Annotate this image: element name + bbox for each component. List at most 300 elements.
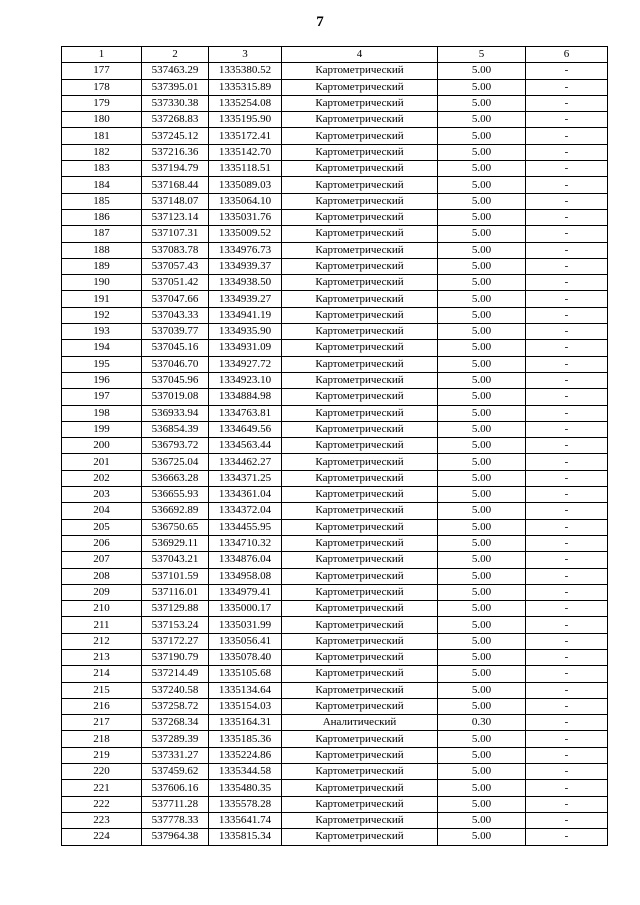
point-number-cell: 222 — [62, 796, 142, 812]
table-row — [62, 682, 608, 698]
accuracy-cell: 5.00 — [438, 112, 526, 128]
y-coordinate-cell: 1335000.17 — [209, 601, 282, 617]
point-number-cell: 195 — [62, 356, 142, 372]
table-row — [62, 780, 608, 796]
point-number-cell: 207 — [62, 552, 142, 568]
x-coordinate-cell: 537168.44 — [142, 177, 209, 193]
header-cell-1: 1 — [62, 47, 142, 63]
x-coordinate-cell: 537172.27 — [142, 633, 209, 649]
table-row — [62, 79, 608, 95]
description-cell: - — [526, 649, 608, 665]
description-cell: - — [526, 95, 608, 111]
method-cell: Картометрический — [282, 584, 438, 600]
point-number-cell: 191 — [62, 291, 142, 307]
table-row — [62, 356, 608, 372]
y-coordinate-cell: 1335815.34 — [209, 829, 282, 845]
method-cell: Картометрический — [282, 63, 438, 79]
y-coordinate-cell: 1335480.35 — [209, 780, 282, 796]
method-cell: Картометрический — [282, 698, 438, 714]
accuracy-cell: 5.00 — [438, 747, 526, 763]
method-cell: Картометрический — [282, 470, 438, 486]
point-number-cell: 196 — [62, 372, 142, 388]
description-cell: - — [526, 291, 608, 307]
y-coordinate-cell: 1335134.64 — [209, 682, 282, 698]
method-cell: Картометрический — [282, 405, 438, 421]
y-coordinate-cell: 1334884.98 — [209, 389, 282, 405]
x-coordinate-cell: 537046.70 — [142, 356, 209, 372]
header-cell-2: 2 — [142, 47, 209, 63]
method-cell: Картометрический — [282, 128, 438, 144]
description-cell: - — [526, 519, 608, 535]
table-row — [62, 112, 608, 128]
y-coordinate-cell: 1334938.50 — [209, 275, 282, 291]
point-number-cell: 181 — [62, 128, 142, 144]
y-coordinate-cell: 1334710.32 — [209, 535, 282, 551]
y-coordinate-cell: 1335009.52 — [209, 226, 282, 242]
description-cell: - — [526, 112, 608, 128]
description-cell: - — [526, 307, 608, 323]
method-cell: Аналитический — [282, 715, 438, 731]
method-cell: Картометрический — [282, 275, 438, 291]
y-coordinate-cell: 1335105.68 — [209, 666, 282, 682]
y-coordinate-cell: 1334935.90 — [209, 324, 282, 340]
description-cell: - — [526, 438, 608, 454]
x-coordinate-cell: 537258.72 — [142, 698, 209, 714]
accuracy-cell: 5.00 — [438, 275, 526, 291]
accuracy-cell: 5.00 — [438, 193, 526, 209]
table-row — [62, 324, 608, 340]
x-coordinate-cell: 537463.29 — [142, 63, 209, 79]
x-coordinate-cell: 537268.83 — [142, 112, 209, 128]
description-cell: - — [526, 715, 608, 731]
x-coordinate-cell: 536854.39 — [142, 421, 209, 437]
method-cell: Картометрический — [282, 209, 438, 225]
table-row — [62, 340, 608, 356]
method-cell: Картометрический — [282, 307, 438, 323]
point-number-cell: 213 — [62, 649, 142, 665]
header-cell-4: 4 — [282, 47, 438, 63]
y-coordinate-cell: 1334371.25 — [209, 470, 282, 486]
table-row — [62, 829, 608, 845]
accuracy-cell: 5.00 — [438, 649, 526, 665]
method-cell: Картометрический — [282, 731, 438, 747]
y-coordinate-cell: 1335031.76 — [209, 209, 282, 225]
x-coordinate-cell: 536750.65 — [142, 519, 209, 535]
y-coordinate-cell: 1334976.73 — [209, 242, 282, 258]
table-row — [62, 487, 608, 503]
method-cell: Картометрический — [282, 601, 438, 617]
accuracy-cell: 5.00 — [438, 552, 526, 568]
y-coordinate-cell: 1334455.95 — [209, 519, 282, 535]
y-coordinate-cell: 1334462.27 — [209, 454, 282, 470]
x-coordinate-cell: 537045.16 — [142, 340, 209, 356]
table-row — [62, 421, 608, 437]
y-coordinate-cell: 1334939.37 — [209, 258, 282, 274]
table-row — [62, 389, 608, 405]
table-row — [62, 242, 608, 258]
table-row — [62, 796, 608, 812]
y-coordinate-cell: 1334876.04 — [209, 552, 282, 568]
description-cell: - — [526, 698, 608, 714]
table-row — [62, 438, 608, 454]
table-row — [62, 584, 608, 600]
point-number-cell: 185 — [62, 193, 142, 209]
x-coordinate-cell: 536692.89 — [142, 503, 209, 519]
description-cell: - — [526, 454, 608, 470]
y-coordinate-cell: 1335315.89 — [209, 79, 282, 95]
description-cell: - — [526, 177, 608, 193]
point-number-cell: 210 — [62, 601, 142, 617]
table-row — [62, 503, 608, 519]
method-cell: Картометрический — [282, 177, 438, 193]
method-cell: Картометрический — [282, 682, 438, 698]
point-number-cell: 178 — [62, 79, 142, 95]
point-number-cell: 214 — [62, 666, 142, 682]
x-coordinate-cell: 537043.33 — [142, 307, 209, 323]
point-number-cell: 179 — [62, 95, 142, 111]
y-coordinate-cell: 1335185.36 — [209, 731, 282, 747]
description-cell: - — [526, 584, 608, 600]
y-coordinate-cell: 1334931.09 — [209, 340, 282, 356]
table-row — [62, 209, 608, 225]
header-cell-6: 6 — [526, 47, 608, 63]
description-cell: - — [526, 503, 608, 519]
x-coordinate-cell: 537245.12 — [142, 128, 209, 144]
description-cell: - — [526, 209, 608, 225]
x-coordinate-cell: 537148.07 — [142, 193, 209, 209]
y-coordinate-cell: 1335195.90 — [209, 112, 282, 128]
method-cell: Картометрический — [282, 519, 438, 535]
method-cell: Картометрический — [282, 503, 438, 519]
method-cell: Картометрический — [282, 780, 438, 796]
description-cell: - — [526, 258, 608, 274]
accuracy-cell: 5.00 — [438, 633, 526, 649]
accuracy-cell: 5.00 — [438, 291, 526, 307]
accuracy-cell: 5.00 — [438, 389, 526, 405]
y-coordinate-cell: 1335578.28 — [209, 796, 282, 812]
point-number-cell: 184 — [62, 177, 142, 193]
point-number-cell: 211 — [62, 617, 142, 633]
accuracy-cell: 5.00 — [438, 682, 526, 698]
point-number-cell: 224 — [62, 829, 142, 845]
method-cell: Картометрический — [282, 649, 438, 665]
table-row — [62, 258, 608, 274]
x-coordinate-cell: 537214.49 — [142, 666, 209, 682]
point-number-cell: 215 — [62, 682, 142, 698]
accuracy-cell: 5.00 — [438, 161, 526, 177]
point-number-cell: 216 — [62, 698, 142, 714]
accuracy-cell: 5.00 — [438, 405, 526, 421]
y-coordinate-cell: 1335254.08 — [209, 95, 282, 111]
description-cell: - — [526, 568, 608, 584]
y-coordinate-cell: 1335056.41 — [209, 633, 282, 649]
method-cell: Картометрический — [282, 438, 438, 454]
accuracy-cell: 5.00 — [438, 812, 526, 828]
accuracy-cell: 5.00 — [438, 438, 526, 454]
accuracy-cell: 5.00 — [438, 601, 526, 617]
point-number-cell: 180 — [62, 112, 142, 128]
x-coordinate-cell: 537289.39 — [142, 731, 209, 747]
header-cell-3: 3 — [209, 47, 282, 63]
description-cell: - — [526, 487, 608, 503]
method-cell: Картометрический — [282, 747, 438, 763]
y-coordinate-cell: 1334958.08 — [209, 568, 282, 584]
accuracy-cell: 5.00 — [438, 95, 526, 111]
x-coordinate-cell: 537045.96 — [142, 372, 209, 388]
table-row — [62, 372, 608, 388]
accuracy-cell: 5.00 — [438, 487, 526, 503]
description-cell: - — [526, 666, 608, 682]
x-coordinate-cell: 537216.36 — [142, 144, 209, 160]
table-row — [62, 698, 608, 714]
y-coordinate-cell: 1335064.10 — [209, 193, 282, 209]
x-coordinate-cell: 537039.77 — [142, 324, 209, 340]
y-coordinate-cell: 1334763.81 — [209, 405, 282, 421]
table-row — [62, 226, 608, 242]
y-coordinate-cell: 1335089.03 — [209, 177, 282, 193]
description-cell: - — [526, 601, 608, 617]
method-cell: Картометрический — [282, 95, 438, 111]
table-row — [62, 552, 608, 568]
table-row — [62, 307, 608, 323]
x-coordinate-cell: 537395.01 — [142, 79, 209, 95]
y-coordinate-cell: 1335142.70 — [209, 144, 282, 160]
table-row — [62, 715, 608, 731]
y-coordinate-cell: 1334923.10 — [209, 372, 282, 388]
description-cell: - — [526, 340, 608, 356]
point-number-cell: 192 — [62, 307, 142, 323]
x-coordinate-cell: 537043.21 — [142, 552, 209, 568]
description-cell: - — [526, 63, 608, 79]
table-row — [62, 95, 608, 111]
x-coordinate-cell: 537268.34 — [142, 715, 209, 731]
method-cell: Картометрический — [282, 372, 438, 388]
y-coordinate-cell: 1334649.56 — [209, 421, 282, 437]
x-coordinate-cell: 537459.62 — [142, 764, 209, 780]
table-row — [62, 454, 608, 470]
point-number-cell: 183 — [62, 161, 142, 177]
point-number-cell: 201 — [62, 454, 142, 470]
table-row — [62, 633, 608, 649]
method-cell: Картометрический — [282, 535, 438, 551]
y-coordinate-cell: 1335380.52 — [209, 63, 282, 79]
table-row — [62, 519, 608, 535]
description-cell: - — [526, 747, 608, 763]
x-coordinate-cell: 537606.16 — [142, 780, 209, 796]
point-number-cell: 189 — [62, 258, 142, 274]
description-cell: - — [526, 617, 608, 633]
accuracy-cell: 0.30 — [438, 715, 526, 731]
accuracy-cell: 5.00 — [438, 242, 526, 258]
x-coordinate-cell: 537107.31 — [142, 226, 209, 242]
accuracy-cell: 5.00 — [438, 226, 526, 242]
accuracy-cell: 5.00 — [438, 144, 526, 160]
point-number-cell: 200 — [62, 438, 142, 454]
description-cell: - — [526, 633, 608, 649]
method-cell: Картометрический — [282, 242, 438, 258]
method-cell: Картометрический — [282, 764, 438, 780]
y-coordinate-cell: 1334939.27 — [209, 291, 282, 307]
method-cell: Картометрический — [282, 324, 438, 340]
point-number-cell: 199 — [62, 421, 142, 437]
table-row — [62, 128, 608, 144]
point-number-cell: 208 — [62, 568, 142, 584]
y-coordinate-cell: 1335031.99 — [209, 617, 282, 633]
table-body — [62, 63, 608, 845]
method-cell: Картометрический — [282, 144, 438, 160]
description-cell: - — [526, 128, 608, 144]
x-coordinate-cell: 536725.04 — [142, 454, 209, 470]
y-coordinate-cell: 1335641.74 — [209, 812, 282, 828]
point-number-cell: 206 — [62, 535, 142, 551]
table-row — [62, 731, 608, 747]
point-number-cell: 188 — [62, 242, 142, 258]
point-number-cell: 209 — [62, 584, 142, 600]
point-number-cell: 221 — [62, 780, 142, 796]
description-cell: - — [526, 226, 608, 242]
point-number-cell: 205 — [62, 519, 142, 535]
description-cell: - — [526, 682, 608, 698]
accuracy-cell: 5.00 — [438, 568, 526, 584]
method-cell: Картометрический — [282, 552, 438, 568]
table-row — [62, 405, 608, 421]
method-cell: Картометрический — [282, 161, 438, 177]
point-number-cell: 219 — [62, 747, 142, 763]
point-number-cell: 220 — [62, 764, 142, 780]
x-coordinate-cell: 536655.93 — [142, 487, 209, 503]
point-number-cell: 190 — [62, 275, 142, 291]
description-cell: - — [526, 79, 608, 95]
x-coordinate-cell: 537153.24 — [142, 617, 209, 633]
description-cell: - — [526, 161, 608, 177]
table-row — [62, 193, 608, 209]
y-coordinate-cell: 1335078.40 — [209, 649, 282, 665]
table-row — [62, 649, 608, 665]
y-coordinate-cell: 1335154.03 — [209, 698, 282, 714]
accuracy-cell: 5.00 — [438, 307, 526, 323]
coordinates-table — [61, 46, 608, 846]
table-header-row — [62, 47, 608, 63]
method-cell: Картометрический — [282, 829, 438, 845]
x-coordinate-cell: 536793.72 — [142, 438, 209, 454]
description-cell: - — [526, 470, 608, 486]
accuracy-cell: 5.00 — [438, 617, 526, 633]
table-row — [62, 666, 608, 682]
description-cell: - — [526, 356, 608, 372]
table-row — [62, 144, 608, 160]
accuracy-cell: 5.00 — [438, 780, 526, 796]
description-cell: - — [526, 421, 608, 437]
method-cell: Картометрический — [282, 258, 438, 274]
table-row — [62, 63, 608, 79]
table-row — [62, 291, 608, 307]
table-row — [62, 470, 608, 486]
method-cell: Картометрический — [282, 340, 438, 356]
accuracy-cell: 5.00 — [438, 128, 526, 144]
x-coordinate-cell: 536929.11 — [142, 535, 209, 551]
method-cell: Картометрический — [282, 112, 438, 128]
method-cell: Картометрический — [282, 568, 438, 584]
point-number-cell: 217 — [62, 715, 142, 731]
accuracy-cell: 5.00 — [438, 209, 526, 225]
accuracy-cell: 5.00 — [438, 421, 526, 437]
accuracy-cell: 5.00 — [438, 63, 526, 79]
table-row — [62, 177, 608, 193]
accuracy-cell: 5.00 — [438, 470, 526, 486]
accuracy-cell: 5.00 — [438, 584, 526, 600]
accuracy-cell: 5.00 — [438, 324, 526, 340]
point-number-cell: 187 — [62, 226, 142, 242]
method-cell: Картометрический — [282, 666, 438, 682]
y-coordinate-cell: 1334372.04 — [209, 503, 282, 519]
description-cell: - — [526, 731, 608, 747]
description-cell: - — [526, 324, 608, 340]
accuracy-cell: 5.00 — [438, 829, 526, 845]
description-cell: - — [526, 144, 608, 160]
accuracy-cell: 5.00 — [438, 698, 526, 714]
x-coordinate-cell: 537019.08 — [142, 389, 209, 405]
description-cell: - — [526, 812, 608, 828]
table-row — [62, 747, 608, 763]
y-coordinate-cell: 1334927.72 — [209, 356, 282, 372]
method-cell: Картометрический — [282, 617, 438, 633]
description-cell: - — [526, 796, 608, 812]
y-coordinate-cell: 1334941.19 — [209, 307, 282, 323]
method-cell: Картометрический — [282, 796, 438, 812]
point-number-cell: 177 — [62, 63, 142, 79]
point-number-cell: 223 — [62, 812, 142, 828]
point-number-cell: 194 — [62, 340, 142, 356]
description-cell: - — [526, 829, 608, 845]
x-coordinate-cell: 537190.79 — [142, 649, 209, 665]
accuracy-cell: 5.00 — [438, 177, 526, 193]
x-coordinate-cell: 537101.59 — [142, 568, 209, 584]
description-cell: - — [526, 389, 608, 405]
x-coordinate-cell: 537330.38 — [142, 95, 209, 111]
accuracy-cell: 5.00 — [438, 503, 526, 519]
method-cell: Картометрический — [282, 356, 438, 372]
table-row — [62, 601, 608, 617]
description-cell: - — [526, 552, 608, 568]
x-coordinate-cell: 537083.78 — [142, 242, 209, 258]
description-cell: - — [526, 405, 608, 421]
table-row — [62, 535, 608, 551]
description-cell: - — [526, 764, 608, 780]
header-cell-5: 5 — [438, 47, 526, 63]
point-number-cell: 197 — [62, 389, 142, 405]
method-cell: Картометрический — [282, 291, 438, 307]
method-cell: Картометрический — [282, 812, 438, 828]
x-coordinate-cell: 536933.94 — [142, 405, 209, 421]
y-coordinate-cell: 1335172.41 — [209, 128, 282, 144]
x-coordinate-cell: 537057.43 — [142, 258, 209, 274]
point-number-cell: 193 — [62, 324, 142, 340]
description-cell: - — [526, 535, 608, 551]
x-coordinate-cell: 537331.27 — [142, 747, 209, 763]
point-number-cell: 204 — [62, 503, 142, 519]
y-coordinate-cell: 1335164.31 — [209, 715, 282, 731]
method-cell: Картометрический — [282, 226, 438, 242]
x-coordinate-cell: 536663.28 — [142, 470, 209, 486]
point-number-cell: 218 — [62, 731, 142, 747]
table-row — [62, 161, 608, 177]
point-number-cell: 182 — [62, 144, 142, 160]
method-cell: Картометрический — [282, 193, 438, 209]
method-cell: Картометрический — [282, 421, 438, 437]
point-number-cell: 198 — [62, 405, 142, 421]
table-row — [62, 568, 608, 584]
x-coordinate-cell: 537129.88 — [142, 601, 209, 617]
